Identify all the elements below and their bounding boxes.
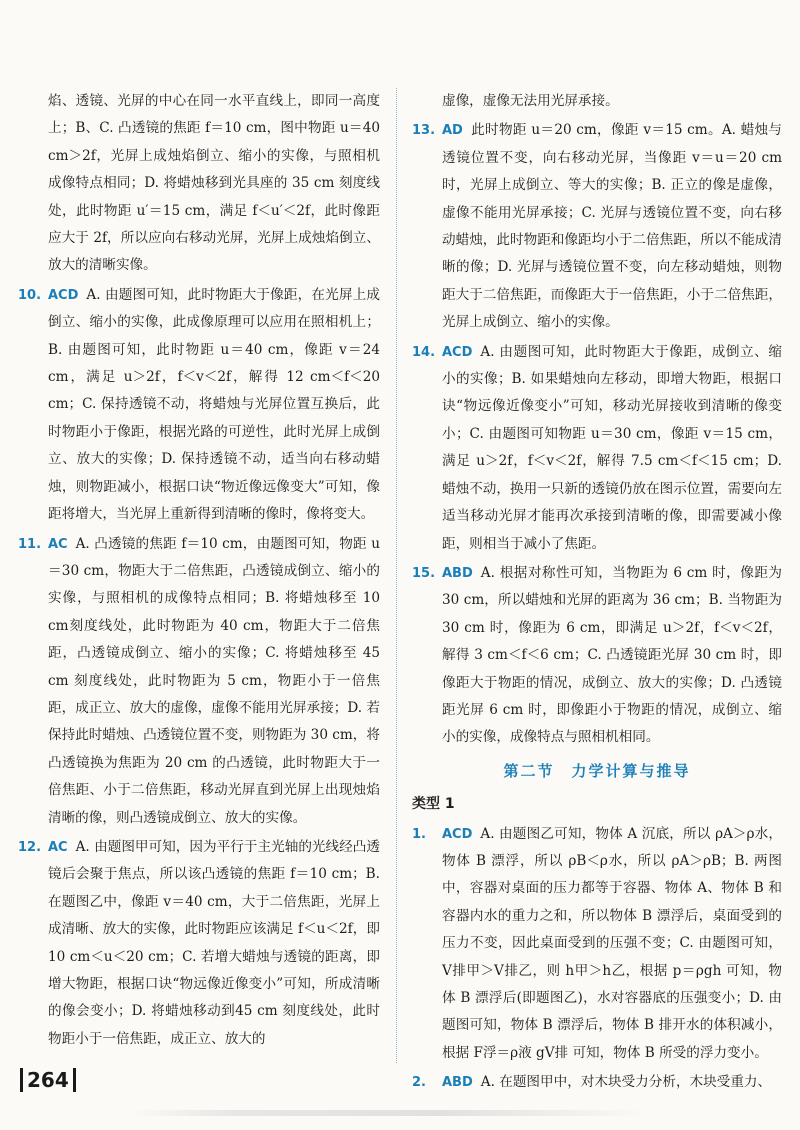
type-subhead: 类型 1	[412, 796, 455, 813]
answer-key: ABD	[442, 1075, 473, 1091]
answer-item-12	[18, 834, 380, 1053]
left-column	[18, 88, 380, 1055]
answer-key: ABD	[442, 565, 473, 581]
continuation-text: 焰、透镜、光屏的中心在同一水平直线上，即同一高度上；B、C. 凸透镜的焦距 f＝10 cm，图中物距 u＝40 cm＞2f，光屏上成烛焰倒立、缩小的实像，与照相机成像特点相同；D. 将蜡烛移到光具座的 35 cm 刻度线处，此时物距 u′＝15 cm，满足 f＜u′＜2f，此时像距应大于 2f，所以应向右移动光屏，光屏上成烛焰倒立、放大的清晰实像。	[48, 93, 380, 274]
answer-key: ACD	[442, 344, 473, 360]
answer-item-2	[412, 1069, 782, 1096]
answer-explanation: 此时物距 u＝20 cm，像距 v＝15 cm。A. 蜡烛与透镜位置不变，向右移动光屏，当像距 v＝u＝20 cm 时，光屏上成倒立、等大的实像；B. 正立的像是虚像，虚像不能用光屏承接；C. 光屏与透镜位置不变，向右移动蜡烛，此时物距和像距均小于二倍焦距，所以不能成清晰的像；D. 光屏与透镜位置不变，向左移动蜡烛，则物距大于二倍焦距，而像距大于一倍焦距，小于二倍焦距，光屏上成倒立、缩小的实像。	[442, 122, 782, 331]
answer-key: AC	[48, 536, 68, 552]
answer-number: 14.	[412, 344, 436, 360]
answer-item-10	[18, 282, 380, 529]
answer-explanation: A. 凸透镜的焦距 f＝10 cm，由题图可知，物距 u＝30 cm，物距大于二倍焦距，凸透镜成倒立、缩小的实像，与照相机的成像特点相同；B. 将蜡烛移至 10 cm刻度线处，此时物距为 40 cm，物距大于二倍焦距，凸透镜成倒立、缩小的实像；C. 将蜡烛移至 45 cm 刻度线处，此时物距为 5 cm，物距小于一倍焦距，成正立、放大的虚像，虚像不能用光屏承接；D. 若保持此时蜡烛、凸透镜位置不变，则物距为 30 cm，将凸透镜换为焦距为 20 cm 的凸透镜，此时物距大于一倍焦距、小于二倍焦距，移动光屏直到光屏上出现烛焰清晰的像，则凸透镜成倒立、放大的实像。	[48, 535, 380, 826]
answer-number: 2.	[412, 1075, 426, 1091]
continuation-text: 虚像，虚像无法用光屏承接。	[442, 93, 619, 109]
answer-number: 11.	[18, 536, 42, 552]
answer-item-13	[412, 117, 782, 336]
answer-number: 1.	[412, 826, 426, 842]
page-number: 264	[20, 1068, 76, 1092]
right-column	[412, 88, 782, 1099]
answer-number: 12.	[18, 839, 42, 855]
answer-key: ACD	[48, 287, 79, 303]
answer-key: AD	[442, 123, 463, 139]
answer-continuation	[412, 88, 782, 115]
answer-number: 15.	[412, 565, 436, 581]
answer-item-15	[412, 560, 782, 752]
answer-explanation: A. 在题图甲中，对木块受力分析，木块受重力、	[480, 1074, 772, 1091]
answer-item-1	[412, 821, 782, 1068]
answer-explanation: A. 由题图甲可知，因为平行于主光轴的光线经凸透镜后会聚于焦点，所以该凸透镜的焦距 f＝10 cm；B. 在题图乙中，像距 v＝40 cm，大于二倍焦距，光屏上成清晰、放大的实像，此时物距应该满足 f＜u＜2f，即 10 cm＜u＜20 cm；C. 若增大蜡烛与透镜的距离，即增大物距，根据口诀“物远像近像变小”可知，所成清晰的像会变小；D. 将蜡烛移动到45 cm 刻度线处，此时物距小于一倍焦距，成正立、放大的	[48, 838, 380, 1047]
answer-number: 13.	[412, 123, 436, 139]
answer-explanation: A. 由题图可知，此时物距大于像距，成倒立、缩小的实像；B. 如果蜡烛向左移动，即增大物距，根据口诀“物远像近像变小”可知，移动光屏接收到清晰的像变小；C. 由题图可知物距 u＝30 cm，像距 v＝15 cm，满足 u＞2f，f＜v＜2f，解得 7.5 cm＜f＜15 cm；D. 蜡烛不动，换用一只新的透镜仍放在图示位置，需要向左适当移动光屏才能再次承接到清晰的像，即需要减小像距，则相当于减小了焦距。	[442, 343, 782, 552]
answer-continuation	[18, 88, 380, 280]
answer-explanation: A. 根据对称性可知，当物距为 6 cm 时，像距为 30 cm，所以蜡烛和光屏的距离为 36 cm；B. 当物距为 30 cm 时，像距为 6 cm，即满足 u＞2f，f＜v＜2f，解得 3 cm＜f＜6 cm；C. 凸透镜距光屏 30 cm 时，即像距大于物距的情况，成倒立、放大的实像；D. 凸透镜距光屏 6 cm 时，即像距小于物距的情况，成倒立、缩小的实像，成像特点与照相机相同。	[442, 564, 782, 746]
answer-explanation: A. 由题图乙可知，物体 A 沉底，所以 ρA＞ρ水，物体 B 漂浮，所以 ρB＜ρ水，所以 ρA＞ρB；B. 两图中，容器对桌面的压力都等于容器、物体 A、物体 B 和容器内水的重力之和，所以物体 B 漂浮后，桌面受到的压力不变，因此桌面受到的压强不变；C. 由题图可知，V排甲＞V排乙，则 h甲＞h乙，根据 p＝ρgh 可知，物体 B 漂浮后(即题图乙)，水对容器底的压强变小；D. 由题图可知，物体 B 漂浮后，物体 B 排开水的体积减小，根据 F浮＝ρ液 gV排 可知，物体 B 所受的浮力变小。	[442, 825, 782, 1061]
answer-key: ACD	[442, 826, 473, 842]
scan-artifact	[130, 1110, 650, 1116]
answer-key: AC	[48, 839, 68, 855]
section-title: 第二节 力学计算与推导	[503, 761, 691, 780]
answer-explanation: A. 由题图可知，此时物距大于像距，在光屏上成倒立、缩小的实像，此成像原理可以应用在照相机上；B. 由题图可知，此时物距 u＝40 cm，像距 v＝24 cm，满足 u＞2f，f＜v＜2f，解得 12 cm＜f＜20 cm；C. 保持透镜不动，将蜡烛与光屏位置互换后，此时物距小于像距，根据光路的可逆性，此时光屏上成倒立、放大的实像；D. 保持透镜不动，适当向右移动蜡烛，则物距减小，根据口诀“物近像远像变大”可知，像距将增大，当光屏上重新得到清晰的像时，像将变大。	[48, 286, 380, 523]
answer-item-14	[412, 339, 782, 558]
answer-number: 10.	[18, 287, 42, 303]
answer-item-11	[18, 531, 380, 832]
column-divider	[396, 88, 397, 1063]
